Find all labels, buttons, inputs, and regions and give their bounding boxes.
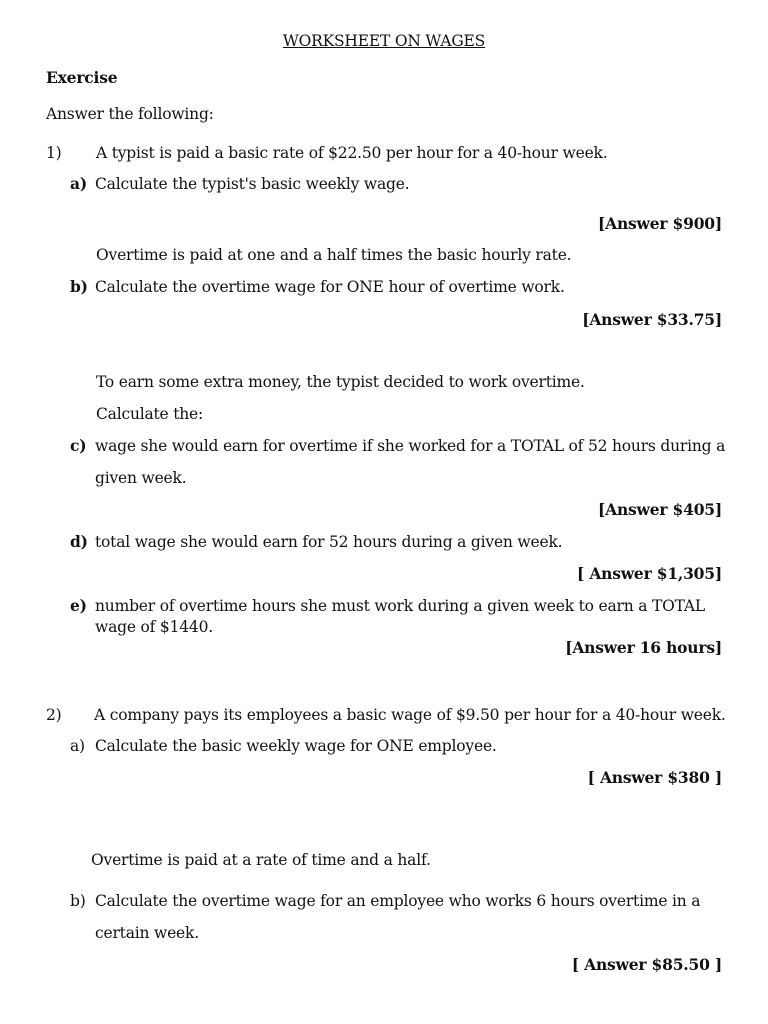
q2-part-b-label: b) bbox=[70, 892, 86, 910]
question-1-number: 1) bbox=[46, 144, 62, 162]
q1-part-e-text-line2: wage of $1440. bbox=[95, 618, 213, 636]
q1-part-c-text-line2: given week. bbox=[95, 469, 187, 487]
q2-part-b-text-line1: Calculate the overtime wage for an employee who works 6 hours overtime in a bbox=[95, 892, 701, 910]
q1-part-b-answer: [Answer $33.75] bbox=[582, 310, 722, 329]
q1-calculate-the: Calculate the: bbox=[96, 405, 204, 423]
q2-part-a-answer: [ Answer $380 ] bbox=[587, 768, 722, 787]
q1-part-d-label: d) bbox=[70, 532, 88, 551]
question-2-number: 2) bbox=[46, 706, 62, 724]
q1-part-a-answer: [Answer $900] bbox=[598, 214, 722, 233]
section-heading: Exercise bbox=[46, 68, 118, 87]
worksheet-title: WORKSHEET ON WAGES bbox=[282, 32, 486, 50]
q2-part-a-label: a) bbox=[70, 737, 85, 755]
q1-part-d-text: total wage she would earn for 52 hours during a given week. bbox=[95, 533, 563, 551]
q2-part-b-answer: [ Answer $85.50 ] bbox=[571, 955, 722, 974]
q1-part-a-label: a) bbox=[70, 174, 87, 193]
q1-part-c-label: c) bbox=[70, 436, 87, 455]
q2-overtime-note: Overtime is paid at a rate of time and a half. bbox=[91, 851, 431, 869]
q1-part-a-text: Calculate the typist's basic weekly wage. bbox=[95, 175, 410, 193]
q1-part-c-answer: [Answer $405] bbox=[598, 500, 722, 519]
q1-part-d-answer: [ Answer $1,305] bbox=[577, 564, 722, 583]
question-1-stem: A typist is paid a basic rate of $22.50 per hour for a 40-hour week. bbox=[96, 144, 608, 162]
question-2-stem: A company pays its employees a basic wage of $9.50 per hour for a 40-hour week. bbox=[94, 706, 726, 724]
q1-overtime-note: Overtime is paid at one and a half times the basic hourly rate. bbox=[96, 246, 572, 264]
q1-extra-note: To earn some extra money, the typist decided to work overtime. bbox=[96, 373, 585, 391]
q2-part-a-text: Calculate the basic weekly wage for ONE employee. bbox=[95, 737, 497, 755]
q1-part-e-label: e) bbox=[70, 596, 87, 615]
q1-part-e-answer: [Answer 16 hours] bbox=[565, 638, 722, 657]
q2-part-b-text-line2: certain week. bbox=[95, 924, 199, 942]
q1-part-b-text: Calculate the overtime wage for ONE hour of overtime work. bbox=[95, 278, 565, 296]
instructions: Answer the following: bbox=[46, 105, 214, 123]
q1-part-e-text-line1: number of overtime hours she must work during a given week to earn a TOTAL bbox=[95, 597, 706, 615]
q1-part-b-label: b) bbox=[70, 277, 88, 296]
q1-part-c-text-line1: wage she would earn for overtime if she worked for a TOTAL of 52 hours during a bbox=[95, 437, 726, 455]
